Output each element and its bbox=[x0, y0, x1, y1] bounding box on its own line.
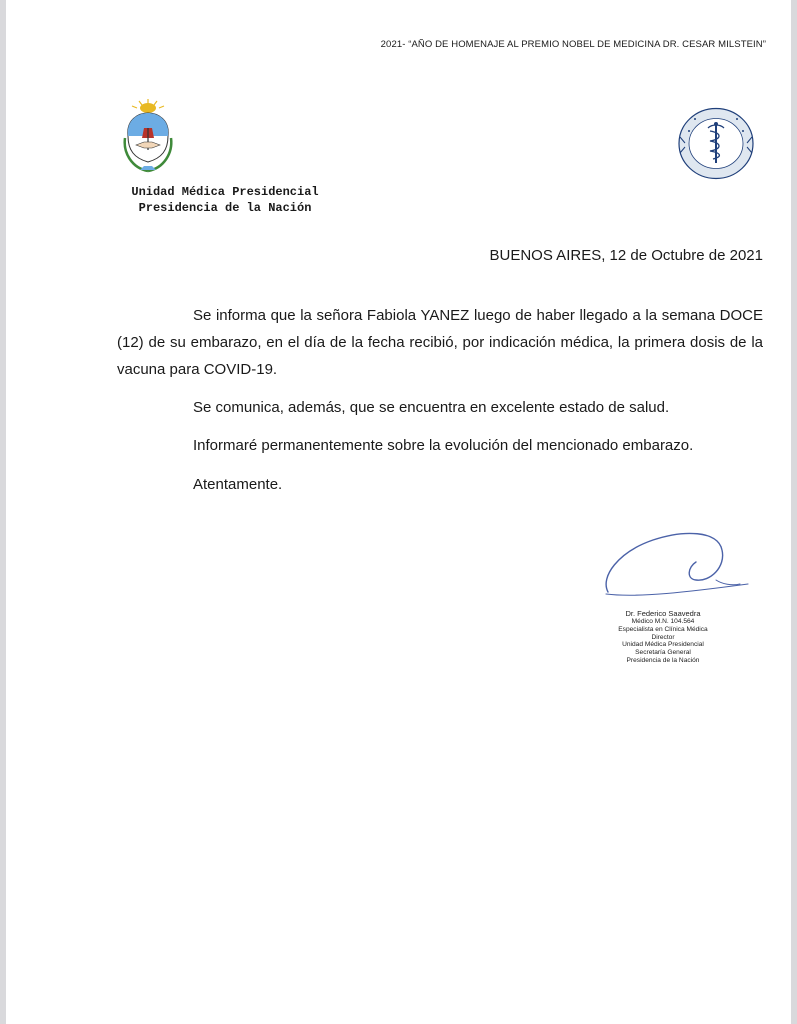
letter-page bbox=[6, 0, 791, 1024]
year-motto-header: 2021- “AÑO DE HOMENAJE AL PREMIO NOBEL DE MEDICINA DR. CESAR MILSTEIN” bbox=[380, 39, 766, 50]
body-paragraph-2: Se comunica, además, que se encuentra en excelente estado de salud. bbox=[193, 399, 670, 416]
closing-salutation: Atentamente. bbox=[193, 476, 283, 493]
signer-name: Dr. Federico Saavedra bbox=[625, 609, 701, 618]
signer-license: Médico M.N. 104.564 bbox=[631, 618, 695, 625]
organization-presidency: Presidencia de la Nación bbox=[138, 200, 312, 215]
organization-unit: Unidad Médica Presidencial bbox=[131, 185, 319, 199]
signer-role: Director bbox=[651, 633, 675, 641]
signer-unit: Unidad Médica Presidencial bbox=[622, 641, 704, 649]
date-location-line: BUENOS AIRES, 12 de Octubre de 2021 bbox=[489, 247, 763, 264]
body-paragraph-3: Informaré permanentemente sobre la evolución del mencionado embarazo. bbox=[193, 437, 694, 454]
signer-office: Secretaría General bbox=[635, 649, 691, 657]
handwritten-signature bbox=[598, 522, 758, 608]
signature-stamp bbox=[583, 609, 743, 665]
organization-heading bbox=[110, 185, 340, 216]
coat-of-arms-icon bbox=[122, 98, 174, 173]
medical-unit-seal-icon bbox=[677, 107, 755, 180]
signer-presidency: Presidencia de la Nación bbox=[626, 656, 700, 664]
body-paragraph-1: Se informa que la señora Fabiola YANEZ luego de haber llegado a la semana DOCE (12) de su embarazo, en el día de la fecha recibió, por indicación médica, la primera dosis de la vacuna para COVID-19. bbox=[117, 307, 763, 378]
signer-specialty: Especialista en Clínica Médica bbox=[618, 625, 708, 633]
